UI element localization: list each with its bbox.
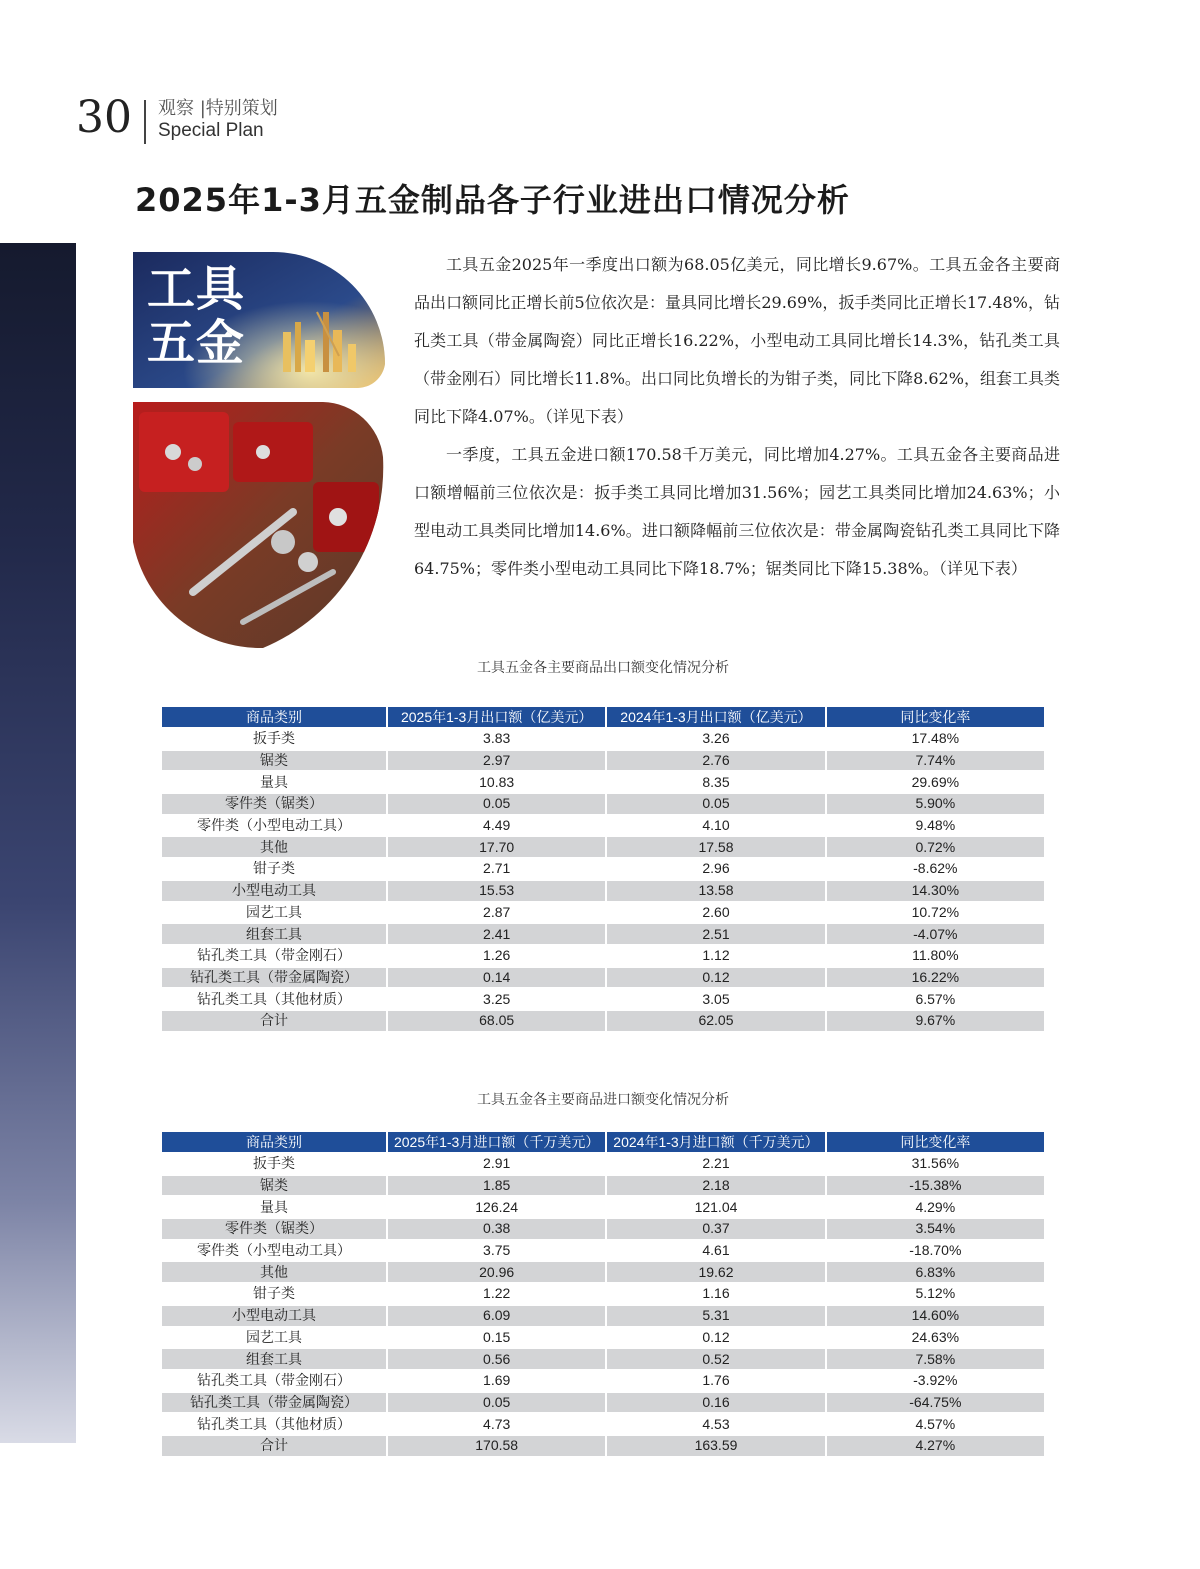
value-cell: 10.83 [388,772,605,792]
hero-label [147,262,245,370]
category-cell: 园艺工具 [162,903,386,923]
value-cell: 3.75 [388,1241,605,1261]
hero-image [133,252,385,652]
table-row [162,1414,1044,1434]
value-cell: 126.24 [388,1197,605,1217]
value-cell: 4.10 [607,816,824,836]
value-cell: 11.80% [827,946,1044,966]
category-cell: 零件类（小型电动工具） [162,1241,386,1261]
value-cell: 5.12% [827,1284,1044,1304]
value-cell: 0.37 [607,1219,824,1239]
value-cell: 2.76 [607,751,824,771]
category-cell: 钳子类 [162,859,386,879]
value-cell: 0.72% [827,837,1044,857]
value-cell: 2.41 [388,924,605,944]
value-cell: 1.12 [607,946,824,966]
value-cell: 0.56 [388,1349,605,1369]
category-cell: 组套工具 [162,1349,386,1369]
value-cell: 0.38 [388,1219,605,1239]
value-cell: 1.85 [388,1176,605,1196]
table-row [162,1262,1044,1282]
category-cell: 钻孔类工具（带金属陶瓷） [162,968,386,988]
value-cell: 0.05 [388,794,605,814]
value-cell: -4.07% [827,924,1044,944]
table-row [162,1219,1044,1239]
value-cell: -8.62% [827,859,1044,879]
table-row [162,1349,1044,1369]
hero-label-line1: 工具 [147,261,246,317]
value-cell: 9.67% [827,1011,1044,1031]
value-cell: 1.26 [388,946,605,966]
table-row [162,903,1044,923]
value-cell: 0.05 [607,794,824,814]
header-cell: 2025年1-3月出口额（亿美元） [388,707,605,727]
value-cell: 2.21 [607,1154,824,1174]
value-cell: 7.74% [827,751,1044,771]
category-cell: 小型电动工具 [162,1306,386,1326]
page-number: 30 [76,92,132,143]
table-row [162,1371,1044,1391]
value-cell: 2.18 [607,1176,824,1196]
value-cell: 3.25 [388,989,605,1009]
table-header-row [162,1132,1044,1152]
value-cell: 4.49 [388,816,605,836]
value-cell: 5.90% [827,794,1044,814]
value-cell: 16.22% [827,968,1044,988]
export-table [160,705,1046,1033]
value-cell: 3.54% [827,1219,1044,1239]
category-cell: 钻孔类工具（其他材质） [162,1414,386,1434]
table-row [162,946,1044,966]
category-cell: 小型电动工具 [162,881,386,901]
value-cell: 17.70 [388,837,605,857]
category-cell: 其他 [162,837,386,857]
value-cell: 163.59 [607,1436,824,1456]
table-row [162,924,1044,944]
header-cell: 同比变化率 [827,1132,1044,1152]
value-cell: 20.96 [388,1262,605,1282]
value-cell: 31.56% [827,1154,1044,1174]
value-cell: -64.75% [827,1393,1044,1413]
value-cell: 2.97 [388,751,605,771]
header-cell: 2024年1-3月出口额（亿美元） [607,707,824,727]
value-cell: 17.48% [827,729,1044,749]
value-cell: 0.05 [388,1393,605,1413]
value-cell: 3.83 [388,729,605,749]
category-cell: 其他 [162,1262,386,1282]
value-cell: 5.31 [607,1306,824,1326]
hero-label-line2: 五金 [147,315,246,371]
table-row [162,772,1044,792]
value-cell: 10.72% [827,903,1044,923]
category-cell: 钻孔类工具（带金刚石） [162,1371,386,1391]
value-cell: 68.05 [388,1011,605,1031]
value-cell: 14.60% [827,1306,1044,1326]
header-cell: 2025年1-3月进口额（千万美元） [388,1132,605,1152]
value-cell: 6.09 [388,1306,605,1326]
category-cell: 扳手类 [162,729,386,749]
table-row [162,1393,1044,1413]
category-cell: 钳子类 [162,1284,386,1304]
value-cell: 0.16 [607,1393,824,1413]
table-row [162,881,1044,901]
table-row [162,794,1044,814]
value-cell: 170.58 [388,1436,605,1456]
table-row [162,1284,1044,1304]
value-cell: 1.22 [388,1284,605,1304]
value-cell: 2.96 [607,859,824,879]
value-cell: 17.58 [607,837,824,857]
category-cell: 钻孔类工具（其他材质） [162,989,386,1009]
value-cell: 2.51 [607,924,824,944]
header-cell: 同比变化率 [827,707,1044,727]
value-cell: 6.57% [827,989,1044,1009]
value-cell: -15.38% [827,1176,1044,1196]
value-cell: -18.70% [827,1241,1044,1261]
paragraph-export: 工具五金2025年一季度出口额为68.05亿美元，同比增长9.67%。工具五金各主要商品出口额同比正增长前5位依次是：量具同比增长29.69%，扳手类同比正增长17.48%，钻孔类工具（带金属陶瓷）同比正增长16.22%，小型电动工具同比增长14.3%，钻孔类工具（带金刚石）同比增长11.8%。出口同比负增长的为钳子类，同比下降8.62%，组套工具类同比下降4.07%。（详见下表） [414,255,1060,426]
value-cell: 2.60 [607,903,824,923]
export-table-caption: 工具五金各主要商品出口额变化情况分析 [477,660,729,676]
value-cell: 0.52 [607,1349,824,1369]
table-row [162,837,1044,857]
category-cell: 合计 [162,1011,386,1031]
value-cell: 19.62 [607,1262,824,1282]
header-cell: 商品类别 [162,707,386,727]
category-cell: 扳手类 [162,1154,386,1174]
value-cell: 121.04 [607,1197,824,1217]
article-body [414,246,1060,588]
category-cell: 零件类（小型电动工具） [162,816,386,836]
table-header-row [162,707,1044,727]
value-cell: 6.83% [827,1262,1044,1282]
value-cell: 2.87 [388,903,605,923]
category-cell: 钻孔类工具（带金刚石） [162,946,386,966]
category-cell: 钻孔类工具（带金属陶瓷） [162,1393,386,1413]
import-table-caption: 工具五金各主要商品进口额变化情况分析 [477,1092,729,1108]
side-gradient-bar [0,243,76,1443]
value-cell: 0.15 [388,1328,605,1348]
table-row [162,989,1044,1009]
table-row [162,729,1044,749]
table-row [162,1306,1044,1326]
value-cell: 3.26 [607,729,824,749]
value-cell: 0.14 [388,968,605,988]
table-row [162,859,1044,879]
table-row [162,751,1044,771]
value-cell: 4.53 [607,1414,824,1434]
table-row [162,1328,1044,1348]
value-cell: 4.27% [827,1436,1044,1456]
category-cell: 锯类 [162,1176,386,1196]
import-table [160,1130,1046,1458]
table-row [162,816,1044,836]
table-row [162,1197,1044,1217]
category-cell: 量具 [162,772,386,792]
value-cell: 1.69 [388,1371,605,1391]
category-cell: 组套工具 [162,924,386,944]
header-divider [144,100,146,144]
value-cell: 13.58 [607,881,824,901]
table-row [162,1154,1044,1174]
category-cell: 量具 [162,1197,386,1217]
section-label-en: Special Plan [158,120,264,141]
value-cell: 4.57% [827,1414,1044,1434]
value-cell: 15.53 [388,881,605,901]
value-cell: 4.29% [827,1197,1044,1217]
category-cell: 合计 [162,1436,386,1456]
table-row [162,968,1044,988]
value-cell: 0.12 [607,968,824,988]
value-cell: 4.73 [388,1414,605,1434]
value-cell: 1.16 [607,1284,824,1304]
table-row [162,1176,1044,1196]
category-cell: 零件类（锯类） [162,794,386,814]
value-cell: 2.91 [388,1154,605,1174]
header-cell: 2024年1-3月进口额（千万美元） [607,1132,824,1152]
value-cell: -3.92% [827,1371,1044,1391]
value-cell: 8.35 [607,772,824,792]
value-cell: 1.76 [607,1371,824,1391]
paragraph-import: 一季度，工具五金进口额170.58千万美元，同比增加4.27%。工具五金各主要商品进口额增幅前三位依次是：扳手类工具同比增加31.56%；园艺工具类同比增加24.63%；小型电动工具类同比增加14.6%。进口额降幅前三位依次是：带金属陶瓷钻孔类工具同比下降64.75%；零件类小型电动工具同比下降18.7%；锯类同比下降15.38%。（详见下表） [414,445,1060,578]
section-label-zh: 观察 |特别策划 [158,98,278,119]
value-cell: 3.05 [607,989,824,1009]
table-row [162,1436,1044,1456]
table-row [162,1011,1044,1031]
value-cell: 4.61 [607,1241,824,1261]
value-cell: 29.69% [827,772,1044,792]
value-cell: 62.05 [607,1011,824,1031]
value-cell: 24.63% [827,1328,1044,1348]
header-cell: 商品类别 [162,1132,386,1152]
category-cell: 园艺工具 [162,1328,386,1348]
value-cell: 9.48% [827,816,1044,836]
value-cell: 14.30% [827,881,1044,901]
category-cell: 锯类 [162,751,386,771]
value-cell: 2.71 [388,859,605,879]
page-title: 2025年1-3月五金制品各子行业进出口情况分析 [135,181,850,219]
value-cell: 0.12 [607,1328,824,1348]
value-cell: 7.58% [827,1349,1044,1369]
category-cell: 零件类（锯类） [162,1219,386,1239]
table-row [162,1241,1044,1261]
